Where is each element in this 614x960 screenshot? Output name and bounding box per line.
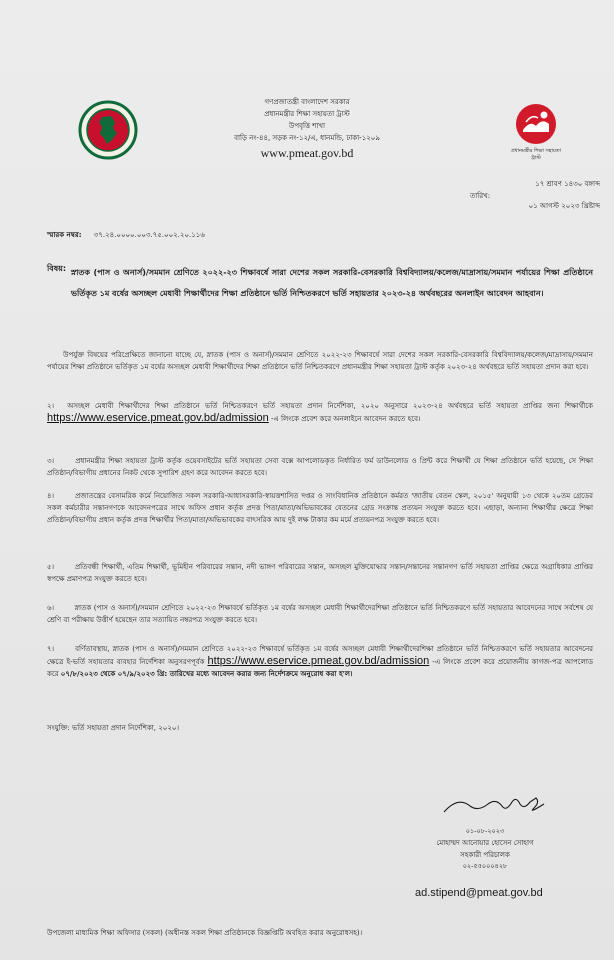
date-label: তারিখ: <box>470 192 491 200</box>
letterhead-website[interactable]: www.pmeat.gov.bd <box>260 146 354 160</box>
list-item <box>47 561 593 585</box>
item-number: ৫। <box>47 563 55 571</box>
letterhead-trust: প্রধানমন্ত্রীর শিক্ষা সহায়তা ট্রাস্ট <box>264 110 350 118</box>
item-text: অসচ্ছল মেধাবী শিক্ষার্থীদের শিক্ষা প্রতিষ্ঠানে ভর্তি নিশ্চিতকরণে ভর্তি সহায়তা প্রদান নির্দেশিকা, ২০২০ অনুসারে ২০২৩-২৪ অর্থবছরে ভর্তি সহায়তা প্রাপ্তির জন্য শিক্ষার্থীকে <box>67 402 593 410</box>
application-deadline: ০৭/৮/২০২৩ থেকে ০৭/৯/২০২৩ খ্রি: তারিখের মধ্যে আবেদন করার জন্য নির্দেশক্রমে অনুরোধ করা হ'ল। <box>60 670 353 678</box>
signatory-phone: ০২-৫৫০০০৪২৮ <box>462 862 508 870</box>
item-text: বর্ণিতাবস্থায়, স্নাতক (পাস ও অনার্স)/সমমান শ্রেণিতে ২০২২-২৩ শিক্ষাবর্ষে ভর্তিকৃত ১ম বর্ষের অসচ্ছল মেধাবী শিক্ষার্থীদেরশিক্ষা প্রতিষ্ঠানে ভর্তি নিশ্চিতকরণে ভর্তি সহায়তার আবেদনের ক্ষেত্রে ই-ভর্তি সহায়তার ব্যবহার নির্দেশিকা অনুসরণপূর্বক <box>47 645 593 666</box>
letterhead-government: গণপ্রজাতন্ত্রী বাংলাদেশ সরকার <box>264 98 350 106</box>
item-number: ৪। <box>47 492 55 500</box>
letterhead <box>160 96 454 161</box>
admission-link[interactable]: https://www.eservice.pmeat.gov.bd/admission <box>207 655 430 667</box>
item-number: ২। <box>47 402 55 410</box>
signatory-email[interactable]: ad.stipend@pmeat.gov.bd <box>415 887 543 899</box>
subject-text: স্নাতক (পাস ও অনার্স)/সমমান শ্রেণিতে ২০২২-২৩ শিক্ষাবর্ষে সারা দেশের সকল সরকারি-বেসরকারি বিশ্ববিদ্যালয়/কলেজ/মাদ্রাসায়/সমমান পর্যায়ের শিক্ষা প্রতিষ্ঠানে ভর্তিকৃত ১ম বর্ষের অসচ্ছল মেধাবী শিক্ষার্থীদের শিক্ষা প্রতিষ্ঠানে ভর্তি নিশ্চিতকরণে ভর্তি সহায়তার ২০২৩-২৪ অর্থবছরের অনলাইন আবেদন আহবান। <box>71 268 593 298</box>
trust-logo-caption: প্রধানমন্ত্রীর শিক্ষা সহায়তা ট্রাস্ট <box>511 148 561 161</box>
government-seal-logo <box>78 100 138 164</box>
list-item <box>47 643 593 680</box>
letterhead-branch: উপবৃত্তি শাখা <box>288 122 326 130</box>
subject <box>47 262 593 304</box>
item-number: ৬। <box>47 604 55 612</box>
trust-logo <box>506 102 566 162</box>
signature-date: ০১-০৮-২০২৩ <box>465 827 505 835</box>
list-item <box>47 602 593 626</box>
list-item <box>47 490 593 526</box>
trust-emblem-icon <box>514 102 558 146</box>
item-text-tail: -এ লিংকে প্রবেশ করে অনলাইনে আবেদন করতে হবে। <box>270 415 421 423</box>
date-gregorian: ০১ আগস্ট ২০২৩ খ্রিষ্টাব্দ <box>528 202 600 210</box>
list-item <box>47 455 593 479</box>
item-text: প্রতিবন্ধী শিক্ষার্থী, এতিম শিক্ষার্থী, ভূমিহীন পরিবারের সন্তান, নদী ভাঙ্গণ পরিবারের সন্তান, অসচ্ছল মুক্তিযোদ্ধার সন্তান/সন্তানের সন্তানগণ ভর্তি সহায়তা প্রাপ্তির ক্ষেত্রে অগ্রাধিকার প্রাপ্তির স্বপক্ষে প্রমাণপত্র সংযুক্ত করতে হবে। <box>47 563 593 583</box>
memo-value: ৩৭.২৪.০০০০.০০৩.৭৫.০০২.২০.১১৬ <box>93 231 205 239</box>
item-text: প্রধানমন্ত্রীর শিক্ষা সহায়তা ট্রাস্ট কর্তৃক ওয়েবসাইটের ভর্তি সহায়তা সেবা বক্সে আপলোডকৃত নির্ধারিত ফর্ম ডাউনলোড ও প্রিন্ট করে শিক্ষার্থী যে শিক্ষা প্রতিষ্ঠানে ভর্তি হয়েছে, সে শিক্ষা প্রতিষ্ঠান/বিভাগীয় প্রধানের নিকট থেকে সুপারিশ গ্রহণ করে আবেদন করতে হবে। <box>47 457 593 477</box>
date-bengali: ১৭ শ্রাবণ ১৪৩০ বঙ্গাব্দ <box>535 180 600 188</box>
signatory-title: সহকারী পরিচালক <box>460 851 510 859</box>
subject-label: বিষয়: <box>47 264 67 273</box>
item-number: ৭। <box>47 645 55 653</box>
item-number: ৩। <box>47 457 55 465</box>
list-item <box>47 400 593 425</box>
recipient-line: উপজেলা মাধ্যমিক শিক্ষা অফিসার (সকল) (অধীনস্ত সকল শিক্ষা প্রতিষ্ঠানকে বিজ্ঞপ্তিটি অবহিত করার অনুরোধসহ)। <box>47 929 363 937</box>
signatory-name: মোহাম্মদ আনোয়ার হোসেন সোহাগ <box>436 839 534 847</box>
item-text-tail: -এ লিংকে প্রবেশ করে প্রয়োজনীয় কাগজ-পত্র আপলোড করে <box>47 658 593 678</box>
letterhead-address: বাড়ি নং-৪৪, সড়ক নং-১২/এ, ধানমন্ডি, ঢাকা-১২০৯ <box>234 134 380 142</box>
item-text: প্রজাতন্ত্রের বেসামরিক কর্মে নিয়োজিত সকল সরকারি-আধাসরকারি-স্বায়ত্তশাসিত দপ্তর ও সাংবিধানিক প্রতিষ্ঠানে কর্মরত 'জাতীয় বেতন স্কেল, ২০১৫' অনুযায়ী ১৩ থেকে ২০তম গ্রেডের সকল কর্মচারীর সন্তানগণকে আবেদনপত্রের সাথে অফিস প্রধান কর্তৃক প্রদত্ত পিতা/মাতা/অভিভাবকের বেতনের গ্রেড সংক্রান্ত প্রত্যয়ন সংযুক্ত করতে হবে। এছাড়া, অন্যান্য শিক্ষার্থীর ক্ষেত্রে শিক্ষা প্রতিষ্ঠান/বিভাগীয় প্রধান কর্তৃক প্রদত্ত শিক্ষার্থীর পিতা/মাতা/অভিভাবকের বাৎসরিক আয় দুই লক্ষ টাকার কম মর্মে প্রত্যয়নপত্র সংযুক্ত করতে হবে। <box>47 492 593 524</box>
intro-paragraph: উপর্যুক্ত বিষয়ের পরিপ্রেক্ষিতে জানানো যাচ্ছে যে, স্নাতক (পাস ও অনার্স)/সমমান শ্রেণিতে ২০২২-২৩ শিক্ষাবর্ষে সারা দেশের সকল সরকারি-বেসরকারি বিশ্ববিদ্যালয়/কলেজ/মাদ্রাসায়/সমমান পর্যায়ের শিক্ষা প্রতিষ্ঠানে ভর্তিকৃত ১ম বর্ষের অসচ্ছল মেধাবী শিক্ষার্থীদের শিক্ষা প্রতিষ্ঠানে ভর্তি নিশ্চিতকরণে প্রধানমন্ত্রীর শিক্ষা সহায়তা ট্রাস্ট কর্তৃক ২০২৩-২৪ অর্থবছরে ভর্তি সহায়তা প্রদান করা হবে। <box>47 351 593 371</box>
memo-number <box>47 229 205 241</box>
admission-link[interactable]: https://www.eservice.pmeat.gov.bd/admission <box>47 412 269 424</box>
attachment-note: সংযুক্তি: ভর্তি সহায়তা প্রদান নির্দেশিকা, ২০২০। <box>47 724 179 732</box>
memo-label: স্মারক নম্বর: <box>47 231 82 239</box>
signature-block <box>400 826 570 872</box>
item-text: স্নাতক (পাস ও অনার্স)/সমমান শ্রেণিতে ২০২২-২৩ শিক্ষাবর্ষে ভর্তিকৃত ১ম বর্ষের অসচ্ছল মেধাবী শিক্ষার্থীদেরশিক্ষা প্রতিষ্ঠানে ভর্তি নিশ্চিতকরণে ভর্তি সহায়তার আবেদনের সাথে সর্বশেষ যে শ্রেণি বা পরীক্ষায় উত্তীর্ণ হয়েছেন তার সত্যায়িত নম্বরপত্র সংযুক্ত করতে হবে। <box>47 604 593 624</box>
signature-graphic <box>440 790 555 824</box>
